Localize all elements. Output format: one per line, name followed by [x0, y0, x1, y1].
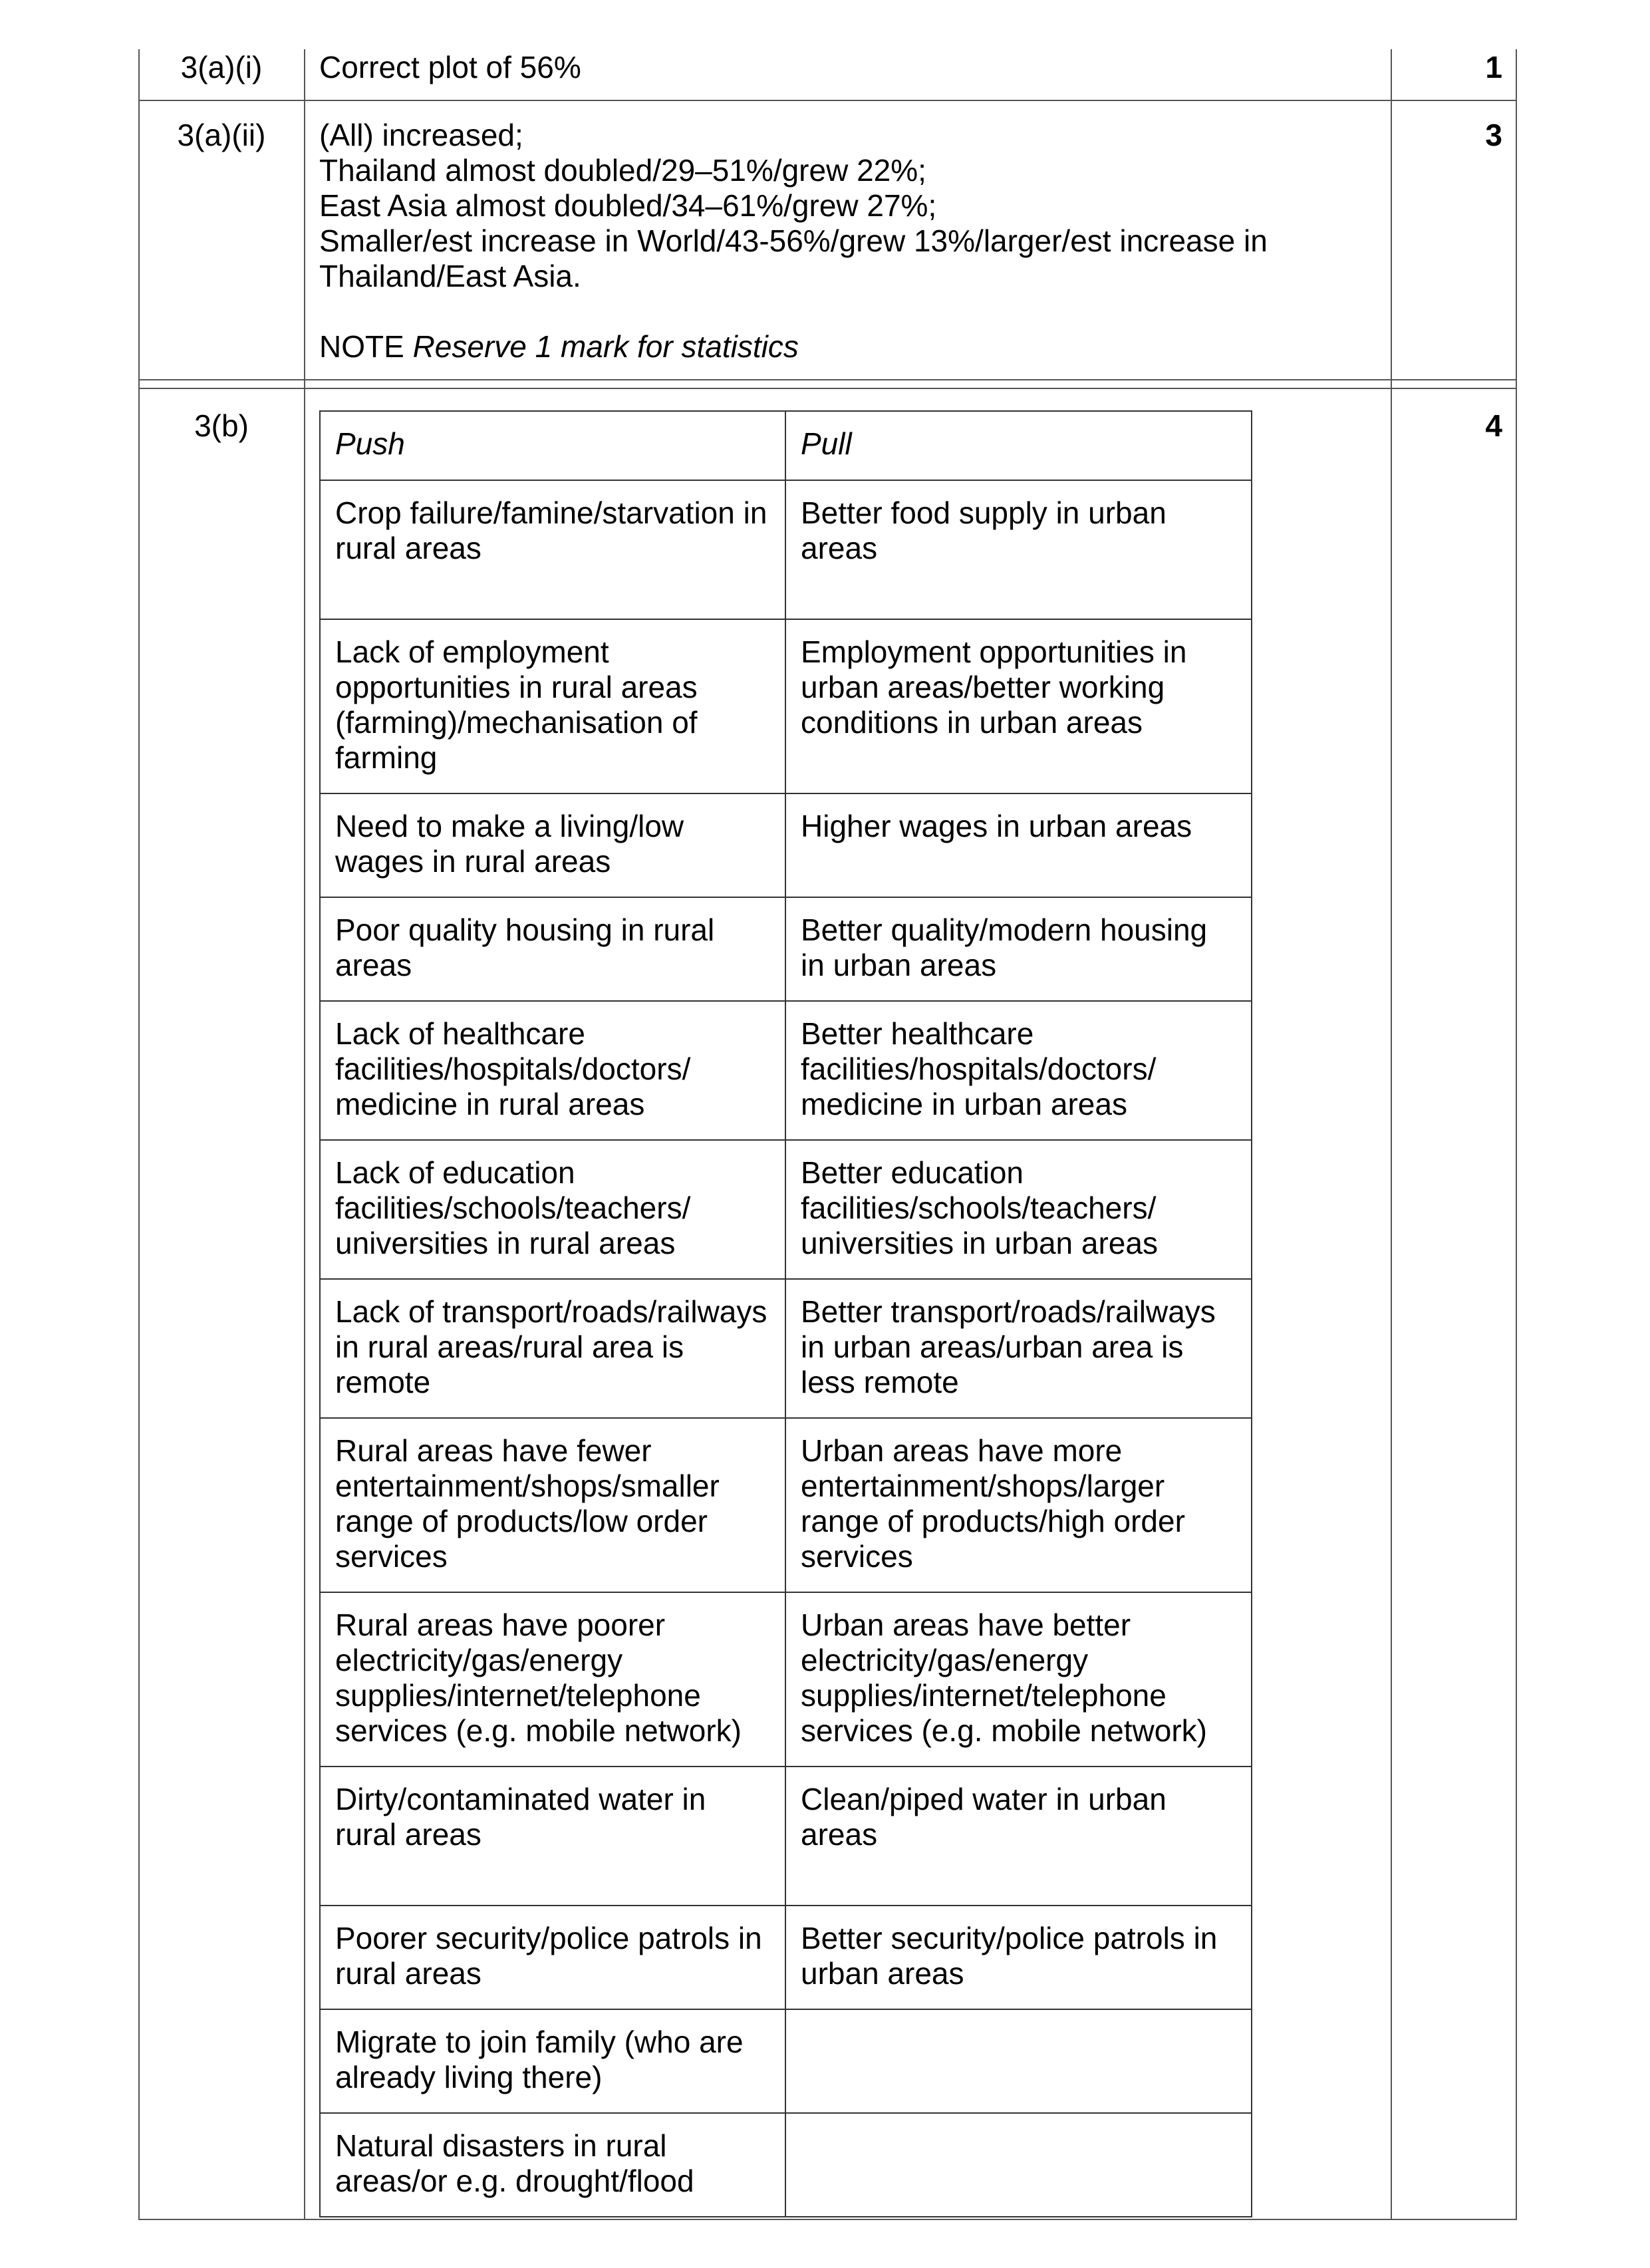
question-column-divider	[304, 49, 305, 2220]
push-cell-line: wages in rural areas	[335, 844, 611, 879]
pull-cell	[785, 480, 1252, 619]
push-cell-line: facilities/schools/teachers/	[335, 1191, 691, 1225]
push-cell-line: facilities/hospitals/doctors/	[335, 1052, 691, 1086]
pull-cell-line: services (e.g. mobile network)	[801, 1713, 1207, 1748]
push-cell-line: Lack of healthcare	[335, 1016, 585, 1051]
push-cell-line: rural areas	[335, 1956, 481, 1991]
pull-cell-line: Better healthcare	[801, 1016, 1034, 1051]
pull-cell-line: universities in urban areas	[801, 1226, 1158, 1260]
push-cell-line: Lack of employment	[335, 635, 609, 669]
push-cell-line: rural areas	[335, 531, 481, 565]
row-divider-2a	[138, 379, 1517, 380]
push-cell-line: farming	[335, 740, 438, 775]
pull-cell	[785, 1001, 1252, 1140]
push-cell-line: universities in rural areas	[335, 1226, 676, 1260]
push-cell-line: Migrate to join family (who are	[335, 2025, 744, 2059]
table-row	[320, 619, 1252, 793]
frame-bottom-border	[138, 2219, 1517, 2220]
table-row	[320, 1418, 1252, 1592]
pull-cell-line: facilities/schools/teachers/	[801, 1191, 1157, 1225]
push-cell-line: rural areas	[335, 1817, 481, 1852]
push-pull-table	[319, 410, 1252, 2217]
question-number: 3(a)(ii)	[177, 118, 266, 152]
pull-cell-line: areas	[801, 1817, 878, 1852]
push-column-header: Push	[320, 411, 785, 480]
pull-cell-line: facilities/hospitals/doctors/	[801, 1052, 1157, 1086]
push-cell-line: Rural areas have poorer	[335, 1608, 666, 1642]
pull-cell-line: urban areas/better working	[801, 670, 1165, 704]
push-cell-line: in rural areas/rural area is	[335, 1330, 684, 1364]
row-divider-1	[138, 100, 1517, 101]
pull-cell-line: in urban areas	[801, 948, 997, 982]
frame-right-border	[1516, 49, 1517, 2220]
push-cell	[320, 1279, 785, 1418]
pull-cell	[785, 1906, 1252, 2009]
marks-column-divider	[1391, 49, 1392, 2220]
push-cell-line: medicine in rural areas	[335, 1087, 645, 1121]
push-pull-table-body	[320, 480, 1252, 2217]
table-header-row	[320, 411, 1252, 480]
marks-value: 3	[1485, 118, 1502, 152]
pull-cell-line: conditions in urban areas	[801, 705, 1143, 740]
pull-cell-line: range of products/high order	[801, 1504, 1185, 1538]
pull-cell-line: Employment opportunities in	[801, 635, 1187, 669]
row-divider-2b	[138, 388, 1517, 389]
table-row	[320, 480, 1252, 619]
push-cell-line: electricity/gas/energy	[335, 1643, 623, 1677]
answer-text	[319, 50, 581, 85]
table-row	[320, 793, 1252, 897]
push-cell-line: remote	[335, 1365, 431, 1399]
pull-cell-line: entertainment/shops/larger	[801, 1469, 1165, 1503]
pull-cell-line: electricity/gas/energy	[801, 1643, 1089, 1677]
pull-cell-line: Better education	[801, 1155, 1024, 1190]
push-cell-line: opportunities in rural areas	[335, 670, 698, 704]
pull-cell-line: services	[801, 1539, 913, 1574]
pull-column-header: Pull	[785, 411, 1252, 480]
pull-cell-line: Better food supply in urban	[801, 496, 1167, 530]
answer-line: Thailand/East Asia.	[319, 259, 581, 293]
push-cell-line: Dirty/contaminated water in	[335, 1782, 706, 1816]
pull-cell-line: medicine in urban areas	[801, 1087, 1127, 1121]
push-cell	[320, 1592, 785, 1767]
push-cell-line: supplies/internet/telephone	[335, 1678, 701, 1713]
push-cell-line: range of products/low order	[335, 1504, 708, 1538]
push-cell	[320, 1418, 785, 1592]
push-cell	[320, 897, 785, 1001]
pull-cell	[785, 1140, 1252, 1279]
answer-line: Smaller/est increase in World/43-56%/grew 13%/larger/est increase in	[319, 223, 1268, 258]
push-cell-line: services (e.g. mobile network)	[335, 1713, 742, 1748]
push-cell-line: areas	[335, 948, 412, 982]
push-cell	[320, 1001, 785, 1140]
pull-cell-line: Higher wages in urban areas	[801, 809, 1192, 843]
table-row	[320, 2113, 1252, 2217]
push-cell	[320, 793, 785, 897]
pull-cell-line: Clean/piped water in urban	[801, 1782, 1167, 1816]
answer-line: Thailand almost doubled/29–51%/grew 22%;	[319, 153, 926, 188]
note-text: Reserve 1 mark for statistics	[412, 329, 799, 364]
table-row	[320, 1767, 1252, 1906]
push-cell-line: services	[335, 1539, 448, 1574]
pull-cell-line: Better transport/roads/railways	[801, 1294, 1216, 1329]
question-number: 3(b)	[194, 408, 249, 443]
pull-cell-line: less remote	[801, 1365, 959, 1399]
frame-left-border	[138, 49, 140, 2220]
table-row	[320, 897, 1252, 1001]
pull-cell	[785, 897, 1252, 1001]
pull-cell	[785, 619, 1252, 793]
pull-cell	[785, 1767, 1252, 1906]
marks-value: 4	[1485, 408, 1502, 443]
pull-cell-line: urban areas	[801, 1956, 964, 1991]
push-cell	[320, 1906, 785, 2009]
push-cell-line: entertainment/shops/smaller	[335, 1469, 720, 1503]
question-number: 3(a)(i)	[180, 50, 263, 84]
answer-text	[319, 118, 1268, 364]
push-cell	[320, 2009, 785, 2113]
push-cell-line: Poor quality housing in rural	[335, 913, 715, 947]
push-cell-line: Poorer security/police patrols in	[335, 1921, 762, 1955]
push-cell-line: (farming)/mechanisation of	[335, 705, 698, 740]
table-row	[320, 1140, 1252, 1279]
pull-cell-line: in urban areas/urban area is	[801, 1330, 1184, 1364]
pull-cell-line: Urban areas have more	[801, 1433, 1123, 1468]
pull-cell-line: supplies/internet/telephone	[801, 1678, 1167, 1713]
pull-cell	[785, 2113, 1252, 2217]
pull-cell	[785, 1592, 1252, 1767]
pull-cell	[785, 1418, 1252, 1592]
table-row	[320, 1906, 1252, 2009]
answer-line: East Asia almost doubled/34–61%/grew 27%;	[319, 188, 937, 223]
answer-line: (All) increased;	[319, 118, 523, 152]
push-cell	[320, 1140, 785, 1279]
push-cell-line: Need to make a living/low	[335, 809, 684, 843]
push-cell	[320, 2113, 785, 2217]
pull-cell	[785, 2009, 1252, 2113]
push-cell-line: Natural disasters in rural	[335, 2128, 667, 2163]
table-row	[320, 2009, 1252, 2113]
push-cell	[320, 1767, 785, 1906]
push-cell-line: Crop failure/famine/starvation in	[335, 496, 767, 530]
table-row	[320, 1592, 1252, 1767]
answer-note	[319, 329, 1268, 364]
pull-cell	[785, 793, 1252, 897]
push-cell	[320, 619, 785, 793]
marks-value: 1	[1485, 50, 1502, 84]
pull-cell-line: Better quality/modern housing	[801, 913, 1208, 947]
note-label: NOTE	[319, 329, 404, 364]
pull-cell-line: Better security/police patrols in	[801, 1921, 1218, 1955]
pull-cell-line: Urban areas have better	[801, 1608, 1131, 1642]
table-row	[320, 1279, 1252, 1418]
push-cell-line: areas/or e.g. drought/flood	[335, 2164, 694, 2198]
pull-cell	[785, 1279, 1252, 1418]
push-cell	[320, 480, 785, 619]
push-cell-line: Lack of transport/roads/railways	[335, 1294, 767, 1329]
push-cell-line: already living there)	[335, 2060, 603, 2094]
pull-cell-line: areas	[801, 531, 878, 565]
table-row	[320, 1001, 1252, 1140]
answer-line: Correct plot of 56%	[319, 50, 581, 84]
push-cell-line: Rural areas have fewer	[335, 1433, 652, 1468]
push-cell-line: Lack of education	[335, 1155, 575, 1190]
